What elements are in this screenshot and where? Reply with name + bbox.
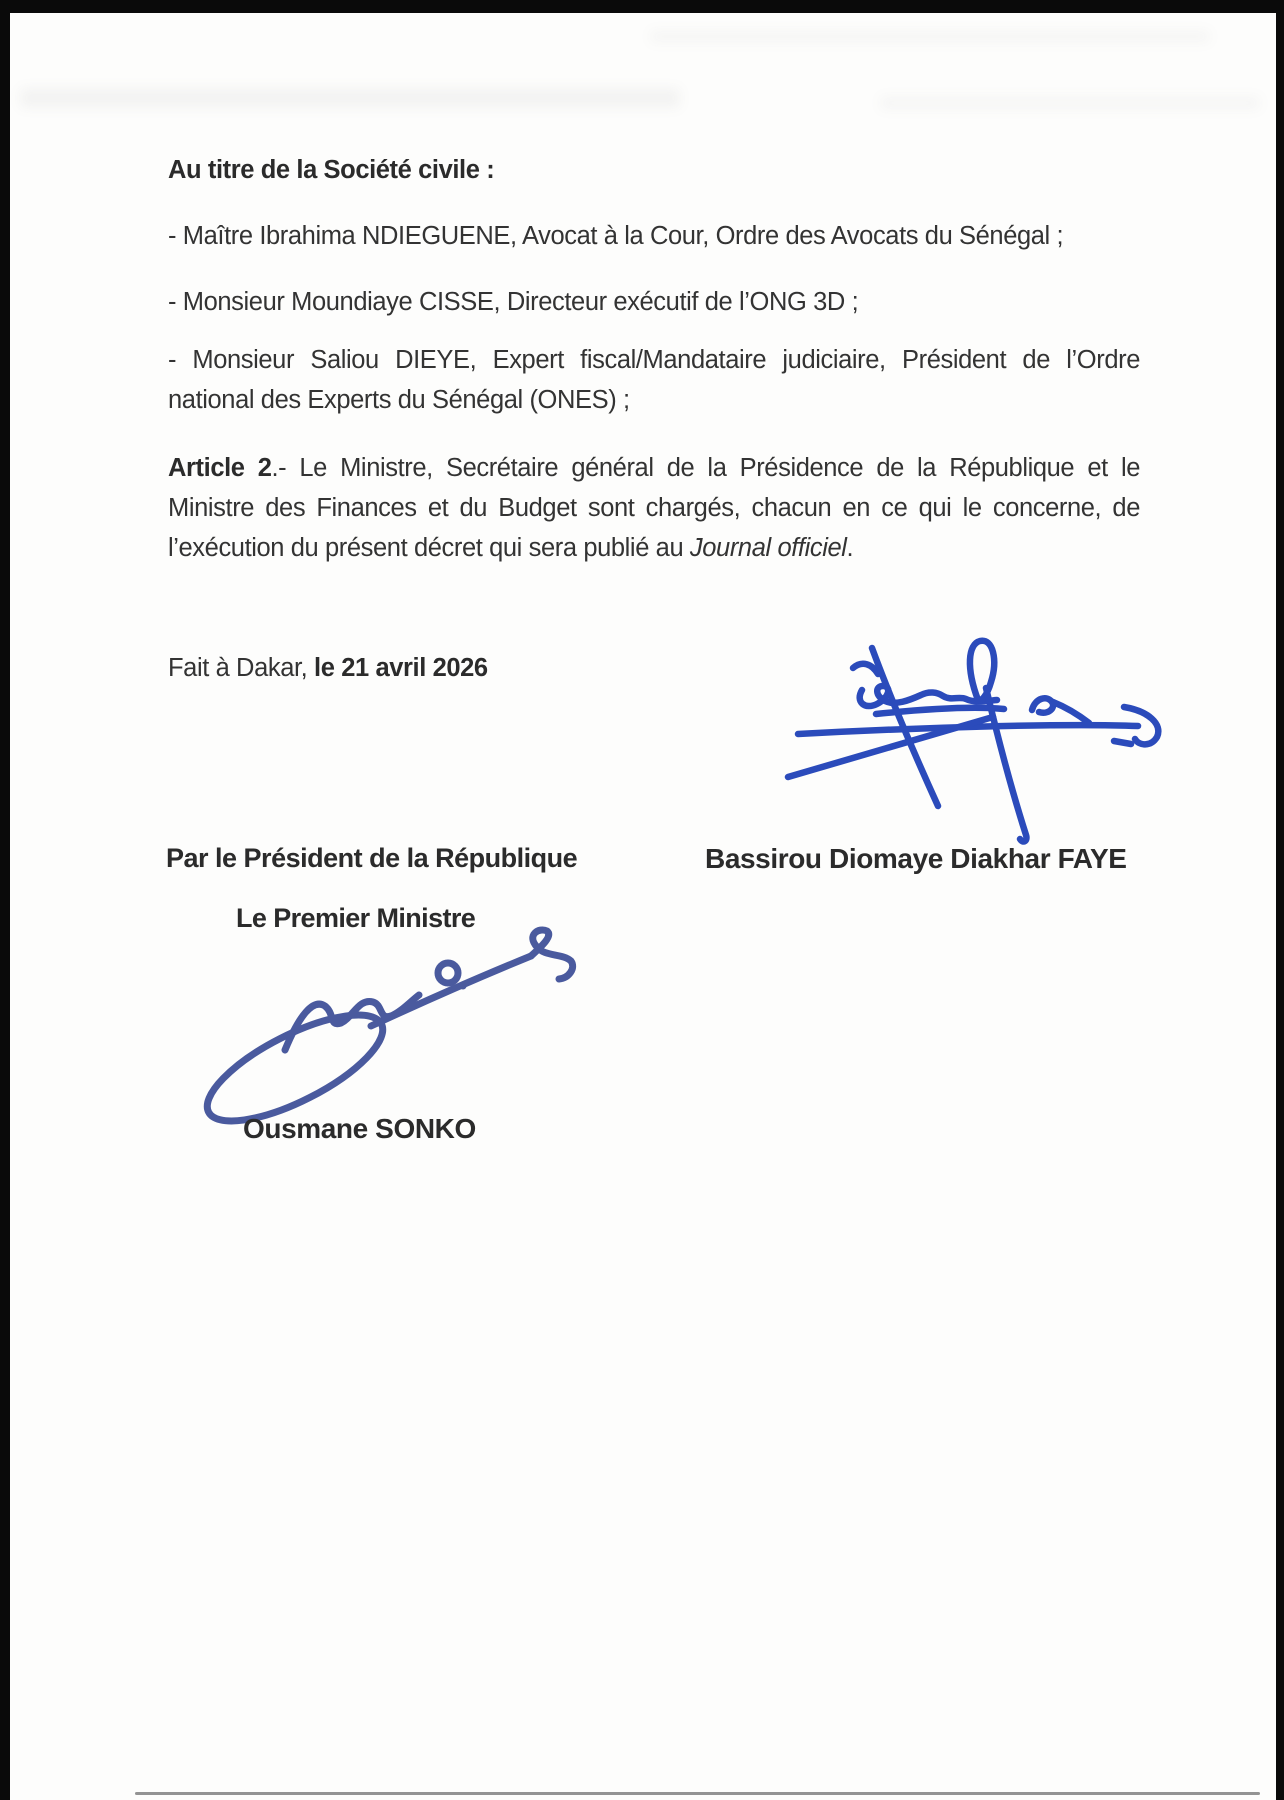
pm-name: Ousmane SONKO <box>243 1113 476 1144</box>
signatory-left-subtitle: Le Premier Ministre <box>236 903 476 933</box>
date-prefix: Fait à Dakar, <box>168 654 315 682</box>
date-value: le 21 avril 2026 <box>314 654 488 682</box>
journal-officiel-italic: Journal officiel <box>689 534 847 562</box>
article2-line-3 <box>168 530 1140 566</box>
president-signature <box>780 630 1180 860</box>
article2-line-2: Ministre des Finances et du Budget sont chargés, chacun en ce qui le concerne, de <box>168 494 1140 522</box>
scan-smudge <box>20 88 680 108</box>
scan-border-right <box>1276 0 1284 1800</box>
signatory-left-title: Par le Président de la République <box>166 843 578 873</box>
article2-line-1-text: .- Le Ministre, Secrétaire général de la Présidence de la République et le <box>271 454 1140 482</box>
pm-signature <box>195 928 585 1143</box>
bullet-item-2: - Monsieur Moundiaye CISSE, Directeur exécutif de l’ONG 3D ; <box>168 288 859 316</box>
bullet-item-3-line-2: national des Experts du Sénégal (ONES) ; <box>168 386 630 414</box>
article2-line-1 <box>168 450 1140 486</box>
scan-smudge <box>880 96 1260 110</box>
article2-line-3-period: . <box>846 534 854 562</box>
scan-border-top <box>0 0 1284 13</box>
bullet-item-3-line-1: - Monsieur Saliou DIEYE, Expert fiscal/Mandataire judiciaire, Président de l’Ordre <box>168 346 1140 374</box>
article2-label: Article 2 <box>168 454 272 482</box>
scan-smudge <box>650 30 1210 43</box>
scan-border-bottom <box>135 1792 1260 1795</box>
president-name: Bassirou Diomaye Diakhar FAYE <box>705 843 1127 874</box>
article2-line-3-text: l’exécution du présent décret qui sera publié au <box>168 534 690 562</box>
bullet-item-1: - Maître Ibrahima NDIEGUENE, Avocat à la Cour, Ordre des Avocats du Sénégal ; <box>168 222 1064 250</box>
scan-border-left <box>0 0 10 1800</box>
section-heading: Au titre de la Société civile : <box>168 156 495 184</box>
